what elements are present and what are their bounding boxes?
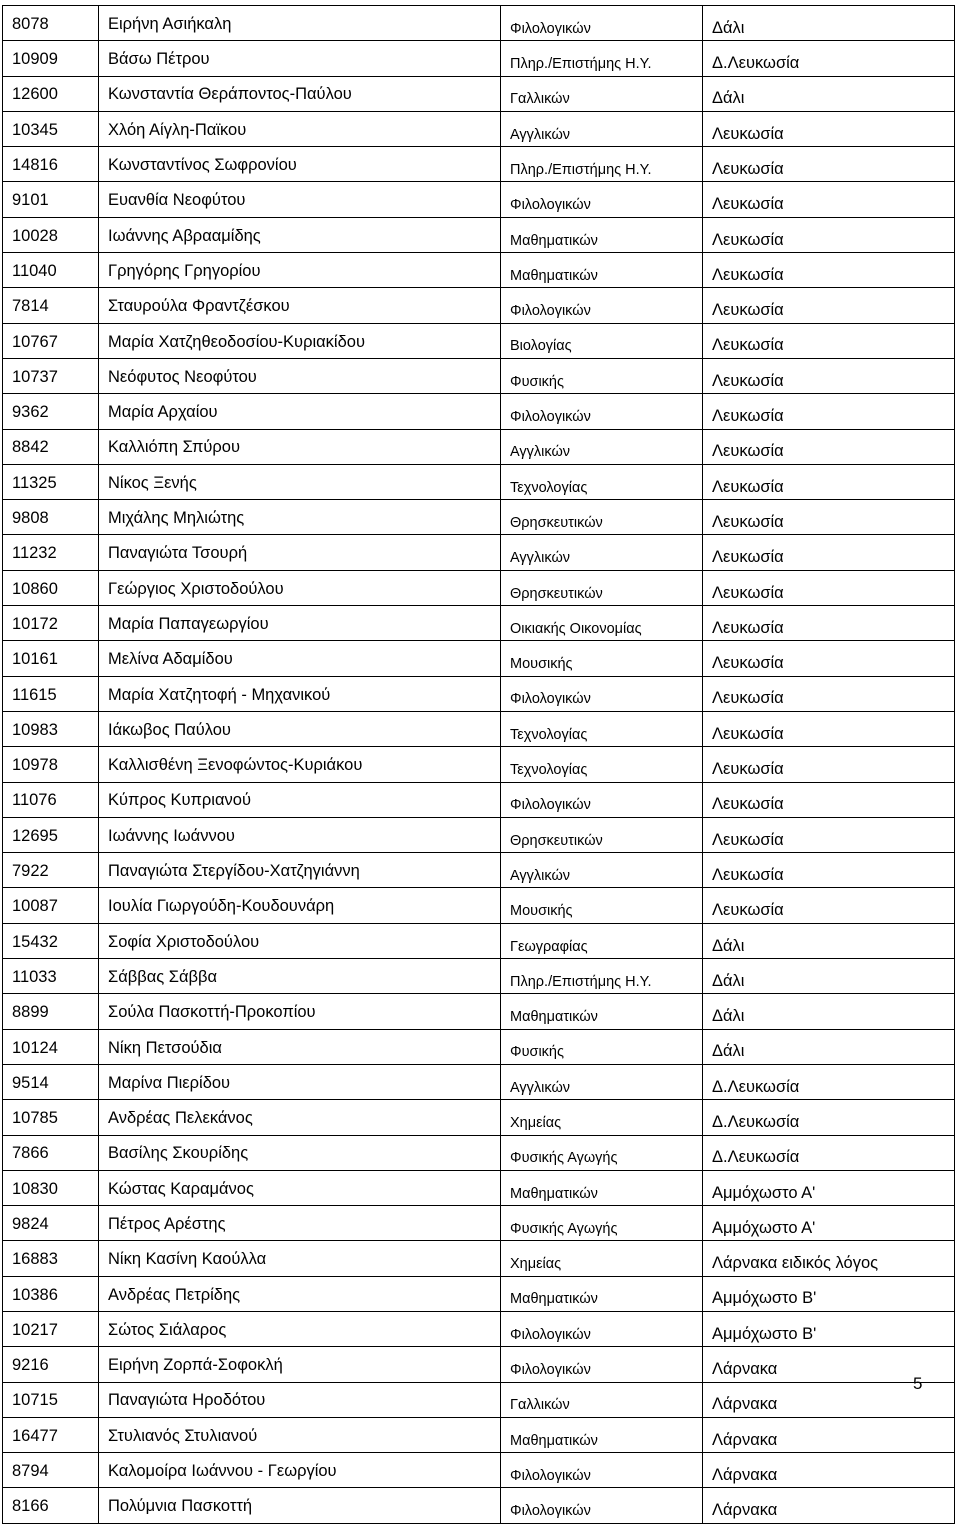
record-code-cell: 10217 [3, 1311, 99, 1346]
person-name-cell: Παναγιώτα Στεργίδου-Χατζηγιάννη [99, 853, 501, 888]
record-code-cell: 10028 [3, 217, 99, 252]
placement-area-cell: Λευκωσία [703, 817, 955, 852]
placement-area-cell: Λευκωσία [703, 147, 955, 182]
placement-area-cell: Λευκωσία [703, 782, 955, 817]
person-name-cell: Στυλιανός Στυλιανού [99, 1417, 501, 1452]
table-row [3, 1206, 955, 1241]
person-name-cell: Βασίλης Σκουρίδης [99, 1135, 501, 1170]
table-row [3, 429, 955, 464]
person-name-cell: Ανδρέας Πελεκάνος [99, 1100, 501, 1135]
record-code-cell: 9101 [3, 182, 99, 217]
specialty-cell: Αγγλικών [501, 535, 703, 570]
table-row [3, 147, 955, 182]
record-code-cell: 16883 [3, 1241, 99, 1276]
record-code-cell: 11232 [3, 535, 99, 570]
specialty-cell: Θρησκευτικών [501, 570, 703, 605]
record-code-cell: 8078 [3, 6, 99, 41]
specialty-cell: Αγγλικών [501, 853, 703, 888]
record-code-cell: 7922 [3, 853, 99, 888]
person-name-cell: Πέτρος Αρέστης [99, 1206, 501, 1241]
person-name-cell: Καλλισθένη Ξενοφώντος-Κυριάκου [99, 747, 501, 782]
table-row [3, 76, 955, 111]
placement-area-cell: Αμμόχωστο Β' [703, 1311, 955, 1346]
person-name-cell: Σώτος Σιάλαρος [99, 1311, 501, 1346]
table-row [3, 1135, 955, 1170]
placement-area-cell: Λάρνακα ειδικός λόγος [703, 1241, 955, 1276]
placement-area-cell: Λευκωσία [703, 535, 955, 570]
record-code-cell: 8166 [3, 1488, 99, 1523]
specialty-cell: Φιλολογικών [501, 1488, 703, 1523]
person-name-cell: Νίκος Ξενής [99, 464, 501, 499]
placement-area-cell: Λάρνακα [703, 1453, 955, 1488]
specialty-cell: Χημείας [501, 1241, 703, 1276]
record-code-cell: 7814 [3, 288, 99, 323]
table-row [3, 394, 955, 429]
placement-area-cell: Λευκωσία [703, 500, 955, 535]
specialty-cell: Γαλλικών [501, 1382, 703, 1417]
placement-area-cell: Λευκωσία [703, 217, 955, 252]
page-number: 5 [913, 1374, 923, 1393]
person-name-cell: Χλόη Αίγλη-Παϊκου [99, 111, 501, 146]
placement-area-cell: Αμμόχωστο Α' [703, 1206, 955, 1241]
record-code-cell: 10983 [3, 711, 99, 746]
person-name-cell: Μαρία Παπαγεωργίου [99, 606, 501, 641]
placement-area-cell: Δ.Λευκωσία [703, 41, 955, 76]
record-code-cell: 10830 [3, 1170, 99, 1205]
person-name-cell: Μαρία Χατζητοφή - Μηχανικού [99, 676, 501, 711]
teacher-list-table [2, 5, 955, 1524]
record-code-cell: 10386 [3, 1276, 99, 1311]
person-name-cell: Σοφία Χριστοδούλου [99, 923, 501, 958]
placement-area-cell: Λευκωσία [703, 747, 955, 782]
table-row [3, 1382, 955, 1417]
table-row [3, 1100, 955, 1135]
placement-area-cell: Δάλι [703, 6, 955, 41]
table-row [3, 323, 955, 358]
record-code-cell: 9362 [3, 394, 99, 429]
specialty-cell: Φιλολογικών [501, 6, 703, 41]
placement-area-cell: Δ.Λευκωσία [703, 1064, 955, 1099]
record-code-cell: 10345 [3, 111, 99, 146]
person-name-cell: Μελίνα Αδαμίδου [99, 641, 501, 676]
placement-area-cell: Λάρνακα [703, 1417, 955, 1452]
person-name-cell: Ιάκωβος Παύλου [99, 711, 501, 746]
placement-area-cell: Δ.Λευκωσία [703, 1135, 955, 1170]
record-code-cell: 9808 [3, 500, 99, 535]
record-code-cell: 9824 [3, 1206, 99, 1241]
record-code-cell: 10860 [3, 570, 99, 605]
specialty-cell: Μαθηματικών [501, 1417, 703, 1452]
record-code-cell: 10087 [3, 888, 99, 923]
specialty-cell: Μαθηματικών [501, 1170, 703, 1205]
specialty-cell: Τεχνολογίας [501, 464, 703, 499]
table-row [3, 1241, 955, 1276]
specialty-cell: Μουσικής [501, 641, 703, 676]
person-name-cell: Μιχάλης Μηλιώτης [99, 500, 501, 535]
person-name-cell: Νίκη Κασίνη Καούλλα [99, 1241, 501, 1276]
table-row [3, 676, 955, 711]
placement-area-cell: Δ.Λευκωσία [703, 1100, 955, 1135]
person-name-cell: Καλλιόπη Σπύρου [99, 429, 501, 464]
record-code-cell: 10124 [3, 1029, 99, 1064]
specialty-cell: Γαλλικών [501, 76, 703, 111]
person-name-cell: Παναγιώτα Ηροδότου [99, 1382, 501, 1417]
specialty-cell: Οικιακής Οικονομίας [501, 606, 703, 641]
placement-area-cell: Λευκωσία [703, 394, 955, 429]
placement-area-cell: Λευκωσία [703, 641, 955, 676]
person-name-cell: Πολύμνια Πασκοττή [99, 1488, 501, 1523]
table-row [3, 641, 955, 676]
placement-area-cell: Λευκωσία [703, 182, 955, 217]
record-code-cell: 11325 [3, 464, 99, 499]
table-row [3, 1064, 955, 1099]
record-code-cell: 12695 [3, 817, 99, 852]
table-row [3, 253, 955, 288]
record-code-cell: 11615 [3, 676, 99, 711]
placement-area-cell: Λάρνακα [703, 1347, 955, 1382]
placement-area-cell: Λευκωσία [703, 111, 955, 146]
specialty-cell: Γεωγραφίας [501, 923, 703, 958]
specialty-cell: Φιλολογικών [501, 1453, 703, 1488]
record-code-cell: 11033 [3, 959, 99, 994]
record-code-cell: 7866 [3, 1135, 99, 1170]
table-row [3, 1170, 955, 1205]
placement-area-cell: Λάρνακα [703, 1382, 955, 1417]
table-row [3, 500, 955, 535]
table-row [3, 464, 955, 499]
table-row [3, 711, 955, 746]
placement-area-cell: Δάλι [703, 76, 955, 111]
specialty-cell: Φυσικής [501, 358, 703, 393]
person-name-cell: Καλομοίρα Ιωάννου - Γεωργίου [99, 1453, 501, 1488]
record-code-cell: 8899 [3, 994, 99, 1029]
specialty-cell: Φιλολογικών [501, 1347, 703, 1382]
table-row [3, 358, 955, 393]
table-row [3, 1276, 955, 1311]
placement-area-cell: Λευκωσία [703, 888, 955, 923]
table-row [3, 817, 955, 852]
table-row [3, 1347, 955, 1382]
table-row [3, 288, 955, 323]
record-code-cell: 10909 [3, 41, 99, 76]
specialty-cell: Φιλολογικών [501, 782, 703, 817]
record-code-cell: 12600 [3, 76, 99, 111]
placement-area-cell: Δάλι [703, 1029, 955, 1064]
person-name-cell: Βάσω Πέτρου [99, 41, 501, 76]
specialty-cell: Αγγλικών [501, 429, 703, 464]
specialty-cell: Πληρ./Επιστήμης Η.Υ. [501, 41, 703, 76]
specialty-cell: Χημείας [501, 1100, 703, 1135]
person-name-cell: Κύπρος Κυπριανού [99, 782, 501, 817]
person-name-cell: Κωνσταντίνος Σωφρονίου [99, 147, 501, 182]
placement-area-cell: Λάρνακα [703, 1488, 955, 1523]
person-name-cell: Ειρήνη Ασιήκαλη [99, 6, 501, 41]
table-row [3, 1488, 955, 1523]
specialty-cell: Αγγλικών [501, 111, 703, 146]
person-name-cell: Μαρία Αρχαίου [99, 394, 501, 429]
specialty-cell: Θρησκευτικών [501, 500, 703, 535]
record-code-cell: 8794 [3, 1453, 99, 1488]
specialty-cell: Πληρ./Επιστήμης Η.Υ. [501, 147, 703, 182]
placement-area-cell: Λευκωσία [703, 288, 955, 323]
placement-area-cell: Δάλι [703, 923, 955, 958]
table-row [3, 570, 955, 605]
table-row [3, 1417, 955, 1452]
record-code-cell: 10785 [3, 1100, 99, 1135]
person-name-cell: Νεόφυτος Νεοφύτου [99, 358, 501, 393]
record-code-cell: 10715 [3, 1382, 99, 1417]
placement-area-cell: Λευκωσία [703, 464, 955, 499]
person-name-cell: Παναγιώτα Τσουρή [99, 535, 501, 570]
table-row [3, 994, 955, 1029]
specialty-cell: Αγγλικών [501, 1064, 703, 1099]
person-name-cell: Σταυρούλα Φραντζέσκου [99, 288, 501, 323]
record-code-cell: 10161 [3, 641, 99, 676]
person-name-cell: Κώστας Καραμάνος [99, 1170, 501, 1205]
table-row [3, 853, 955, 888]
specialty-cell: Φιλολογικών [501, 394, 703, 429]
table-row [3, 6, 955, 41]
person-name-cell: Κωνσταντία Θεράποντος-Παύλου [99, 76, 501, 111]
placement-area-cell: Δάλι [703, 994, 955, 1029]
table-row [3, 41, 955, 76]
person-name-cell: Ανδρέας Πετρίδης [99, 1276, 501, 1311]
specialty-cell: Μαθηματικών [501, 1276, 703, 1311]
specialty-cell: Μουσικής [501, 888, 703, 923]
specialty-cell: Φυσικής [501, 1029, 703, 1064]
placement-area-cell: Λευκωσία [703, 570, 955, 605]
placement-area-cell: Λευκωσία [703, 676, 955, 711]
specialty-cell: Τεχνολογίας [501, 747, 703, 782]
placement-area-cell: Αμμόχωστο Β' [703, 1276, 955, 1311]
record-code-cell: 10978 [3, 747, 99, 782]
person-name-cell: Ιωάννης Ιωάννου [99, 817, 501, 852]
table-row [3, 535, 955, 570]
person-name-cell: Σούλα Πασκοττή-Προκοπίου [99, 994, 501, 1029]
placement-area-cell: Αμμόχωστο Α' [703, 1170, 955, 1205]
person-name-cell: Γρηγόρης Γρηγορίου [99, 253, 501, 288]
table-row [3, 923, 955, 958]
table-row [3, 182, 955, 217]
person-name-cell: Ευανθία Νεοφύτου [99, 182, 501, 217]
specialty-cell: Τεχνολογίας [501, 711, 703, 746]
record-code-cell: 10737 [3, 358, 99, 393]
person-name-cell: Ιωάννης Αβρααμίδης [99, 217, 501, 252]
specialty-cell: Φιλολογικών [501, 1311, 703, 1346]
table-row [3, 1029, 955, 1064]
specialty-cell: Φυσικής Αγωγής [501, 1135, 703, 1170]
person-name-cell: Ιουλία Γιωργούδη-Κουδουνάρη [99, 888, 501, 923]
specialty-cell: Φυσικής Αγωγής [501, 1206, 703, 1241]
placement-area-cell: Λευκωσία [703, 253, 955, 288]
specialty-cell: Φιλολογικών [501, 288, 703, 323]
table-row [3, 1311, 955, 1346]
specialty-cell: Φιλολογικών [501, 676, 703, 711]
record-code-cell: 11040 [3, 253, 99, 288]
table-row [3, 959, 955, 994]
specialty-cell: Μαθηματικών [501, 217, 703, 252]
specialty-cell: Θρησκευτικών [501, 817, 703, 852]
placement-area-cell: Λευκωσία [703, 358, 955, 393]
person-name-cell: Μαρίνα Πιερίδου [99, 1064, 501, 1099]
specialty-cell: Μαθηματικών [501, 253, 703, 288]
record-code-cell: 14816 [3, 147, 99, 182]
specialty-cell: Πληρ./Επιστήμης Η.Υ. [501, 959, 703, 994]
table-row [3, 217, 955, 252]
table-row [3, 888, 955, 923]
specialty-cell: Φιλολογικών [501, 182, 703, 217]
person-name-cell: Γεώργιος Χριστοδούλου [99, 570, 501, 605]
specialty-cell: Βιολογίας [501, 323, 703, 358]
placement-area-cell: Λευκωσία [703, 853, 955, 888]
specialty-cell: Μαθηματικών [501, 994, 703, 1029]
table-row [3, 606, 955, 641]
table-row [3, 747, 955, 782]
record-code-cell: 11076 [3, 782, 99, 817]
placement-area-cell: Λευκωσία [703, 606, 955, 641]
record-code-cell: 9514 [3, 1064, 99, 1099]
placement-area-cell: Λευκωσία [703, 429, 955, 464]
teacher-list-body [3, 6, 955, 1524]
table-row [3, 111, 955, 146]
person-name-cell: Μαρία Χατζηθεοδοσίου-Κυριακίδου [99, 323, 501, 358]
record-code-cell: 16477 [3, 1417, 99, 1452]
placement-area-cell: Λευκωσία [703, 711, 955, 746]
record-code-cell: 10172 [3, 606, 99, 641]
record-code-cell: 10767 [3, 323, 99, 358]
record-code-cell: 8842 [3, 429, 99, 464]
table-row [3, 782, 955, 817]
person-name-cell: Ειρήνη Ζορπά-Σοφοκλή [99, 1347, 501, 1382]
record-code-cell: 9216 [3, 1347, 99, 1382]
person-name-cell: Σάββας Σάββα [99, 959, 501, 994]
placement-area-cell: Δάλι [703, 959, 955, 994]
record-code-cell: 15432 [3, 923, 99, 958]
person-name-cell: Νίκη Πετσούδια [99, 1029, 501, 1064]
placement-area-cell: Λευκωσία [703, 323, 955, 358]
table-row [3, 1453, 955, 1488]
